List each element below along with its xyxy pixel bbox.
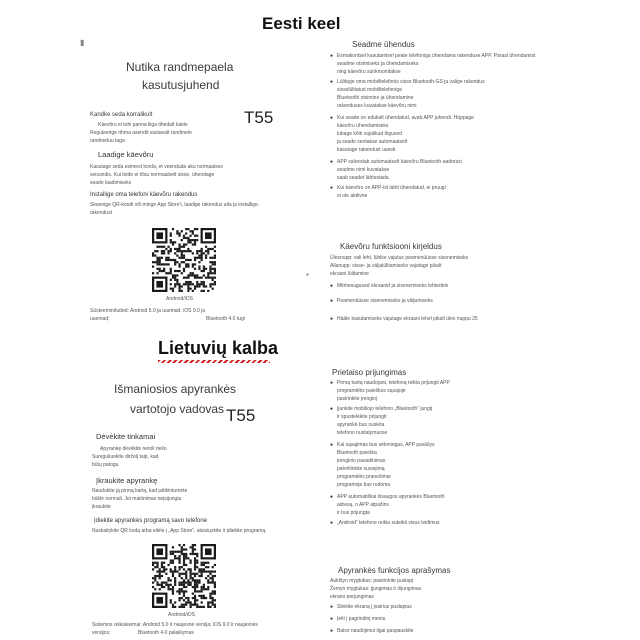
text-line: Bluetooth paieška — [337, 450, 377, 456]
text-line: programėlės pranešimai — [337, 474, 391, 480]
page-lt-right — [320, 368, 580, 640]
qr-code — [152, 228, 216, 292]
text-line: Nuskaitykite QR kodą arba eikite į „App Store“, atsisiųskite ir įdiekite programą. — [92, 528, 267, 534]
text-line: ir bus prijungta — [337, 510, 370, 516]
page-edge-mark: ▪ — [306, 270, 309, 279]
text-line: įkraukite — [92, 504, 111, 510]
text-line: Sureguliuokite dirželį taip, kad — [92, 454, 159, 460]
text-line: Apyrankę dėvėkite netoli riešo — [100, 446, 167, 452]
section-heading: Prietaiso prijungimas — [332, 368, 407, 377]
section-subheading: Dėvėkite tinkamai — [96, 432, 156, 441]
text-line: įrenginio pavadinimas — [337, 458, 386, 464]
page-corner-mark: ▮ — [80, 38, 85, 47]
footer-line: versijos; — [92, 630, 111, 636]
bullet-item: ● Kui käevõru on APP-ist lahti ühendatud, ei pruugi — [330, 185, 446, 191]
bullet-item: ● Lülitage oma mobiiltelefonis sisse Bluetooth-GS ja valige rakendus — [330, 79, 485, 85]
bullet-item: ● Hääle kasutamiseks vajutage ekraani lehel pikalt üles nuppu 25 — [330, 316, 478, 322]
footer-line: Bluetooth 4.0 palaikymas — [138, 630, 194, 636]
bullet-item: ● Balso naudojimui ilgai paspauskite — [330, 628, 413, 634]
text-line: ir spustelėkite prijungti — [337, 414, 387, 420]
text-line: patvirtinkite susiejimą — [337, 466, 385, 472]
spellcheck-underline — [158, 360, 270, 363]
text-line: programėlės paieškos sąsajoje — [337, 388, 406, 394]
text-line: ei ole aktiivne — [337, 193, 368, 199]
section-heading: Käevõru funktsiooni kirjeldus — [340, 242, 442, 251]
manual-title-line2: vartotojo vadovas — [130, 402, 225, 416]
text-line: Installige oma telefoni käevõru rakendus — [90, 192, 198, 198]
text-line: rakenduses kuvatakse käevõru nimi — [337, 103, 417, 109]
text-line: ekraani lülitamine — [330, 271, 369, 277]
text-line: būklė normali. Jei maitinimas neįsijungia — [92, 496, 182, 502]
text-line: adresą, o APP atpažins — [337, 502, 389, 508]
bullet-item: ● Įjunkite mobiliojo telefono „Bluetooth“ jungtį — [330, 406, 432, 412]
text-line: Žemyn mygtukas: įjungimas ir išjungimas — [330, 586, 422, 592]
qr-caption: Android/iOS — [168, 612, 195, 618]
footer-line: Süsteeminõuded: Android 5.0 ja uuemad; iOS 9.0 ja — [90, 308, 206, 314]
text-line: pasirinkite įrenginį — [337, 396, 378, 402]
text-line: Kandke seda korralikult — [90, 112, 153, 118]
text-line: Aukštyn mygtukas: pasirinkite puslapį — [330, 578, 414, 584]
text-line: apyrankė bus susieta — [337, 422, 385, 428]
text-line: Įdiekite apyrankės programą savo telefone — [94, 518, 208, 524]
bullet-item: ● „Android“ telefone reikia suteikti visus leidimus — [330, 520, 440, 526]
text-line: seadme otsimiseks ja ühendamiseks — [337, 61, 419, 67]
text-line: sisselülitatud mobiiltelefoniga — [337, 87, 402, 93]
text-line: seisundis. Kui toide ei tõsu normaalselt sisse, ühendage — [90, 172, 215, 178]
manual-title-line1: Nutika randmepaela — [126, 60, 234, 74]
text-line: seadme nimi kuvatakse — [337, 167, 390, 173]
qr-code — [152, 544, 216, 608]
heading-lithuanian: Lietuvių kalba — [158, 338, 279, 358]
manual-title-line2: kasutusjuhend — [142, 78, 220, 92]
model-number: T55 — [244, 108, 274, 127]
section-heading: Seadme ühendus — [352, 40, 415, 49]
page-lt-left — [78, 368, 310, 640]
bullet-item: ● Slinkite ekraną į įvairius puslapius — [330, 604, 412, 610]
bullet-item: ● Esmakordsel kasutamisel peate telefoniga ühendama rakenduse APP. Pärast ühendamist — [330, 53, 535, 59]
bullet-item: ● Įeiti į pagrindinį meniu — [330, 616, 385, 622]
section-heading: Apyrankės funkcijos aprašymas — [338, 566, 451, 575]
footer-line: Sistemos reikalavimai: Android 5.0 ir naujesnė versija; iOS 9.0 ir naujesnės — [92, 622, 258, 628]
section-subheading: Laadige käevõru — [98, 150, 154, 159]
bullet-item: ● Pirmą kartą naudojant, telefoną reikia prijungti APP — [330, 380, 450, 386]
text-line: būtų patogu — [92, 462, 119, 468]
text-line: rakendust — [90, 210, 112, 216]
heading-estonian: Eesti keel — [262, 14, 341, 33]
footer-line: Bluetooth 4.0 tugi — [206, 316, 245, 322]
text-line: Kasutage seda esimest korda, et veenduda aku normaalses — [90, 164, 223, 170]
text-line: programoje bus rodoma — [337, 482, 391, 488]
text-line: ekrano perjungimas — [330, 594, 374, 600]
text-line: kasutage rakendust uuesti — [337, 147, 396, 153]
bullet-item: ● APP automatiškai išsaugos apyrankės Bluetooth — [330, 494, 444, 500]
text-line: saab seadet lähtestada — [337, 175, 389, 181]
bullet-item: ● Peamenüüsse sisenemiseks ja väljumiseks — [330, 298, 433, 304]
text-line: ja seade seotakse automaatselt — [337, 139, 408, 145]
footer-line: uuemad; — [90, 316, 110, 322]
text-line: ning käevõru sünkroonitakse — [337, 69, 401, 75]
text-line: Allanupp: sisse- ja väljalülitamiseks vajutage pikalt — [330, 263, 442, 269]
bullet-item: ● Kai sąsajimas bus sėkmingas, APP pasiūlys — [330, 442, 434, 448]
text-line: lubage kõik vajalikud õigused — [337, 131, 403, 137]
text-line: Käevõru ei tohi panna liiga tihedalt käele — [98, 122, 188, 128]
section-subheading: Įkraukite apyrankę — [96, 476, 158, 485]
qr-caption: Android/iOS — [166, 296, 193, 302]
manual-title-line1: Išmaniosios apyrankės — [114, 382, 237, 396]
text-line: Reguleerige rihma asendit vastavalt randmele — [90, 130, 192, 136]
page-et-right — [306, 40, 580, 330]
bullet-item: ● Kui seade on edukalt ühendatud, avab APP juhendi. Hüppage — [330, 115, 474, 121]
text-line: telefono nustatymuose — [337, 430, 388, 436]
text-line: randmeluu taga — [90, 138, 125, 144]
model-number: T55 — [226, 406, 256, 425]
bullet-item: ● APP salvestab automaatselt käevõru Bluetooth-aadressi — [330, 159, 462, 165]
bullet-item: ● Mitmesugused ekraanid ja sisenemiseks lehtedele — [330, 283, 448, 289]
text-line: Bluetoothi otsimine ja ühendamine — [337, 95, 414, 101]
page-et-left — [78, 40, 310, 330]
text-line: Ülesnupp: vali leht, lühike vajutus peamenüüsse sisenemiseks — [330, 255, 469, 261]
text-line: Skannige QR-koodi või minge App Store'i, laadige rakendus alla ja installige. — [90, 202, 260, 208]
text-line: seade laadimiseks — [90, 180, 132, 186]
text-line: käevõru ühendamiseks — [337, 123, 389, 129]
text-line: Naudokite ją pirmą kartą, kad įsitikintumėte — [92, 488, 188, 494]
